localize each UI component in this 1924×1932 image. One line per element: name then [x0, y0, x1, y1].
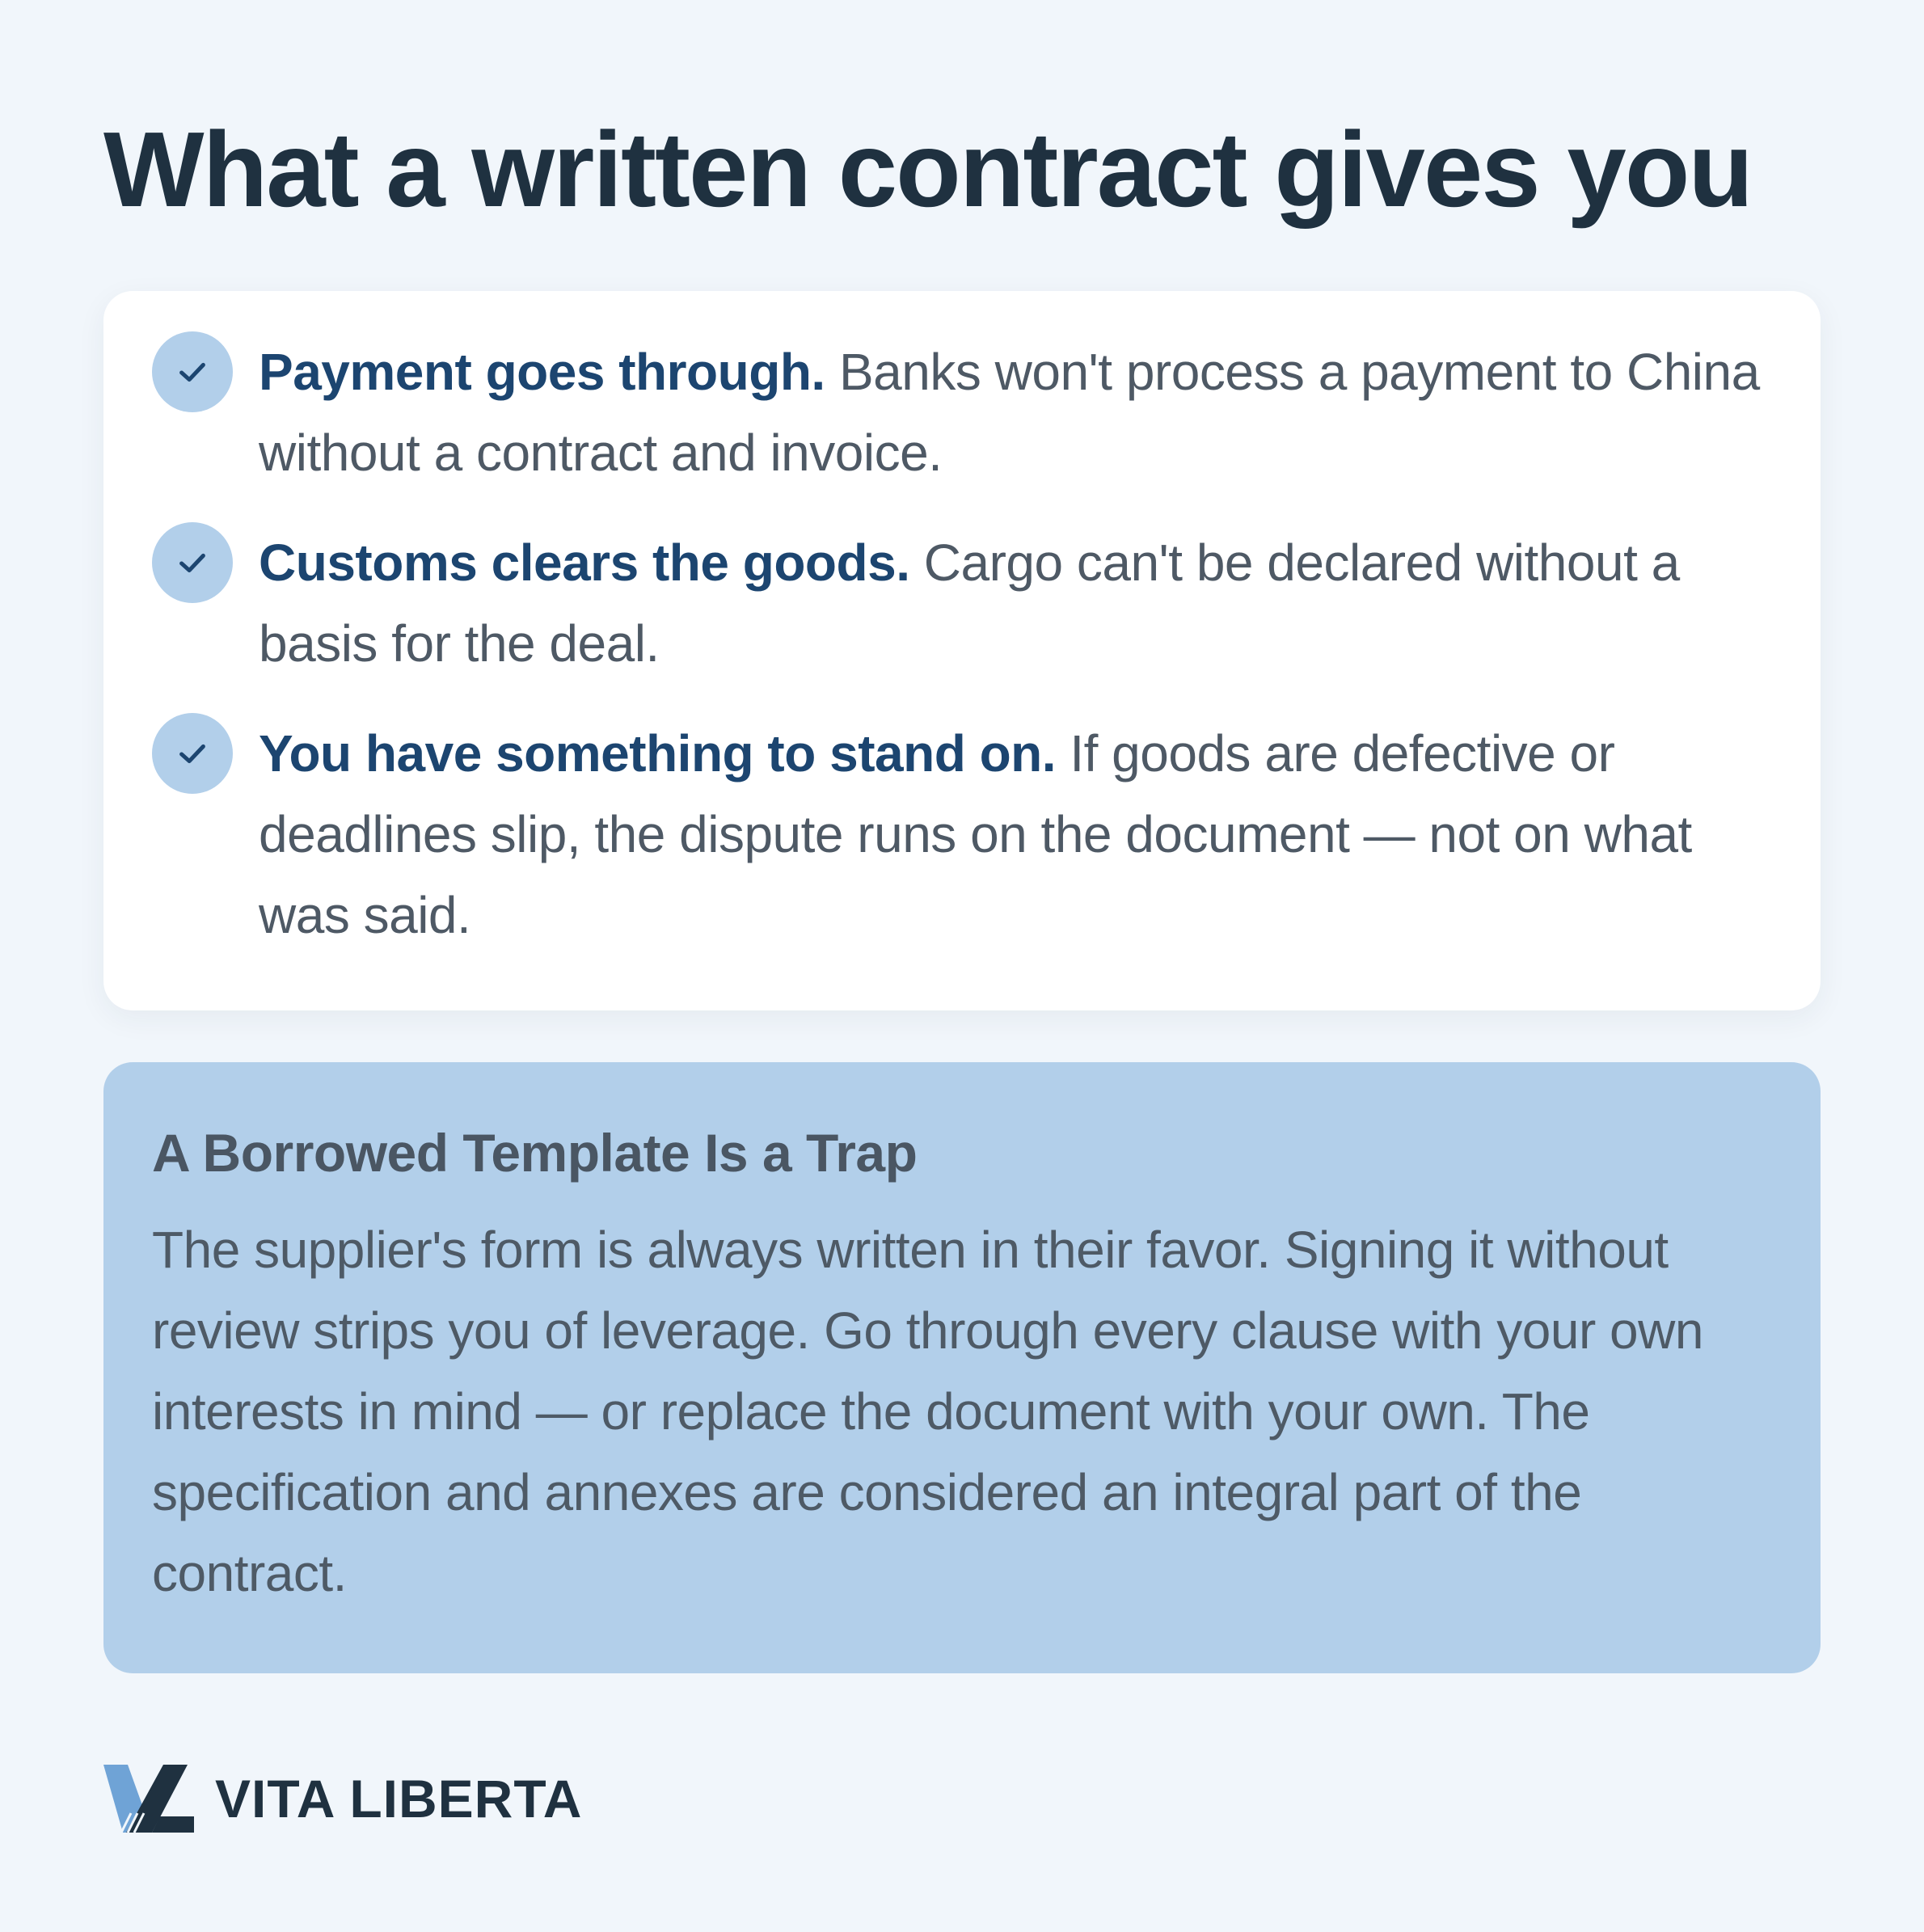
warning-callout — [103, 1062, 1821, 1673]
benefit-item-dispute — [152, 713, 1772, 955]
benefit-lead: Payment goes through. — [259, 343, 825, 401]
benefit-lead: You have something to stand on. — [259, 724, 1057, 783]
warning-title: A Borrowed Template Is a Trap — [152, 1123, 918, 1183]
page-title: What a written contract gives you — [103, 110, 1753, 229]
benefit-item-payment — [152, 331, 1772, 493]
check-icon — [152, 522, 233, 603]
benefit-item-customs — [152, 522, 1772, 684]
vita-liberta-logo-icon — [103, 1765, 194, 1833]
benefit-lead: Customs clears the goods. — [259, 534, 910, 592]
benefit-text: Banks won't process a payment to China without a contract and invoice. — [259, 343, 1760, 482]
benefit-text: If goods are defective or deadlines slip, the dispute runs on the document — not on what was said. — [259, 724, 1692, 944]
page-content — [103, 105, 1821, 1829]
benefit-text: Cargo can't be declared without a basis for the deal. — [259, 534, 1680, 673]
check-icon — [152, 331, 233, 412]
warning-body: The supplier's form is always written in their favor. Signing it without review strips you of leverage. Go through every clause with your own interests in mind — or replace the document with your own. The specification and annexes are considered an integral part of the contract. — [152, 1221, 1703, 1602]
brand-footer — [103, 1762, 582, 1835]
check-icon — [152, 713, 233, 794]
benefits-card — [103, 291, 1821, 1010]
brand-name: VITA LIBERTA — [215, 1769, 583, 1829]
